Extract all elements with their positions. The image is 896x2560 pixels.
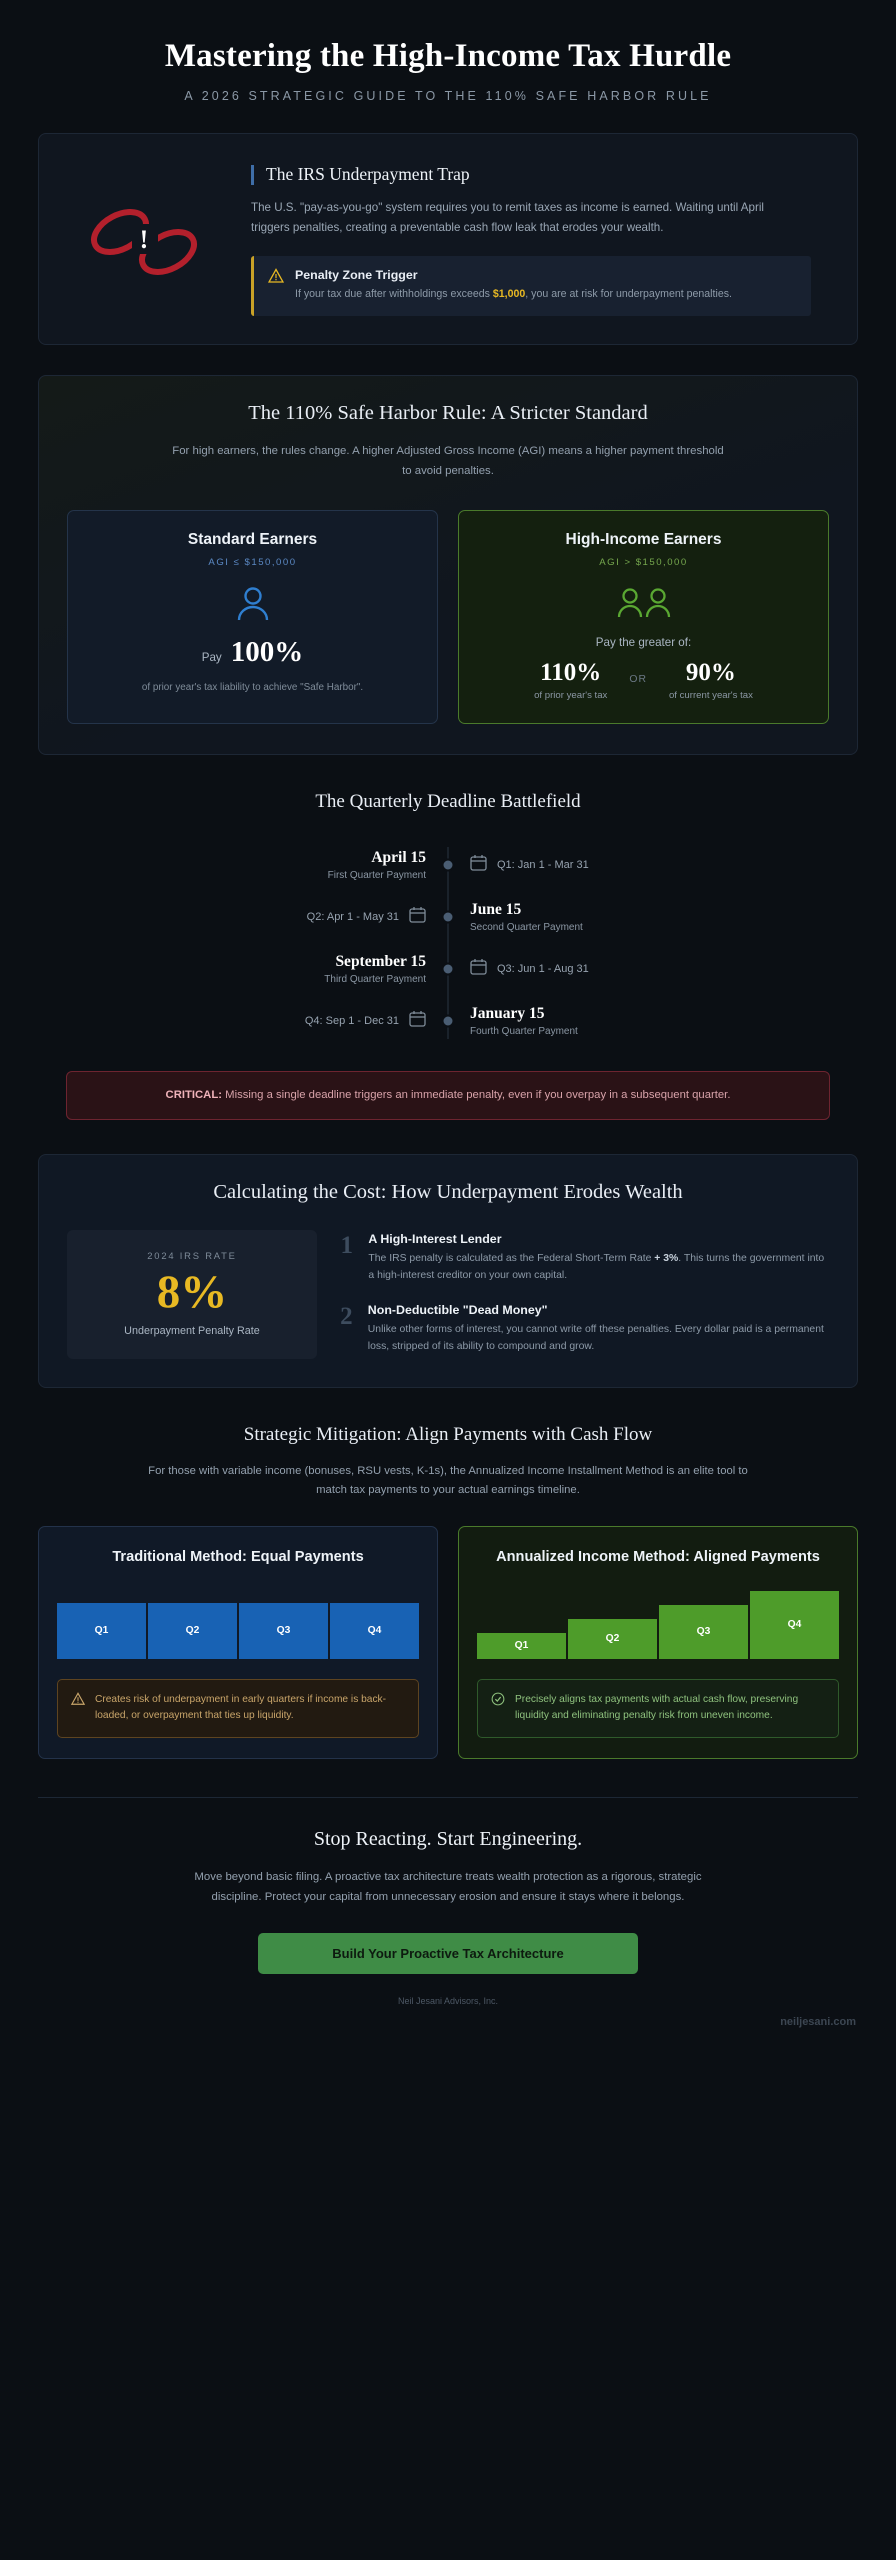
trap-heading-text: The IRS Underpayment Trap <box>266 164 470 184</box>
standard-pay-row <box>86 636 419 669</box>
penalty-text-before: If your tax due after withholdings exceeds <box>295 287 493 300</box>
annualized-method-title: Annualized Income Method: Aligned Payments <box>496 1549 820 1566</box>
penalty-title: Penalty Zone Trigger <box>295 267 418 282</box>
high-income-left-caption: of prior year's tax <box>534 689 608 701</box>
timeline-right-cell <box>448 901 858 933</box>
penalty-rate-box <box>67 1230 317 1359</box>
timeline-right-cell <box>448 1005 858 1037</box>
timeline-left-cell <box>38 953 448 985</box>
timeline-left-cell <box>38 906 448 928</box>
safe-harbor-lead: For high earners, the rules change. A higher Adjusted Gross Income (AGI) means a higher payment threshold to avoid penalties. <box>172 445 724 477</box>
critical-label: CRITICAL: <box>165 1088 223 1101</box>
penalty-rate-year: 2024 IRS RATE <box>147 1249 237 1261</box>
timeline-right-cell <box>448 854 858 876</box>
critical-warning-banner <box>66 1071 830 1120</box>
critical-text: Missing a single deadline triggers an immediate penalty, even if you overpay in a subsequent quarter. <box>222 1088 731 1101</box>
calendar-icon <box>470 958 487 980</box>
timeline-right-cell <box>448 958 858 980</box>
high-income-right-caption: of current year's tax <box>668 689 753 701</box>
brand-watermark: neiljesani.com <box>780 2016 856 2029</box>
cost-point-number: 1 <box>340 1232 353 1260</box>
bar-q1: Q1 <box>477 1633 566 1659</box>
traditional-method-title: Traditional Method: Equal Payments <box>112 1549 364 1566</box>
timeline-sub: Second Quarter Payment <box>470 921 583 933</box>
cost-body <box>67 1230 829 1359</box>
timeline-range: Q3: Jun 1 - Aug 31 <box>497 962 589 975</box>
group-people-icon <box>477 584 810 624</box>
cost-point-text <box>368 1251 829 1285</box>
standard-earners-panel <box>67 510 438 724</box>
mitigation-section <box>0 1424 896 1759</box>
high-income-title: High-Income Earners <box>565 530 722 548</box>
cta-body: Move beyond basic filing. A proactive tax architecture treats wealth protection as a rigorous, strategic discipline. Protect your capital from unnecessary erosion and ensure it stays where it belongs. <box>194 1870 702 1903</box>
bar-q4: Q4 <box>330 1603 419 1659</box>
timeline-range: Q4: Sep 1 - Dec 31 <box>304 1014 399 1027</box>
mitigation-columns <box>38 1526 858 1758</box>
high-income-values <box>477 659 810 701</box>
high-income-left-value: 110% <box>540 658 602 686</box>
cta-section <box>0 1798 896 2007</box>
cta-title: Stop Reacting. Start Engineering. <box>313 1827 583 1850</box>
cost-title: Calculating the Cost: How Underpayment Erodes Wealth <box>213 1180 683 1203</box>
timeline-row <box>38 891 858 943</box>
cost-point-emphasis: + 3% <box>654 1253 679 1265</box>
penalty-zone-callout <box>251 256 811 316</box>
page-header <box>0 0 896 133</box>
timeline-dot <box>442 910 455 923</box>
bar-q3: Q3 <box>239 1603 328 1659</box>
penalty-text <box>295 286 732 303</box>
standard-pay-label: Pay <box>201 650 222 664</box>
timeline-title: The Quarterly Deadline Battlefield <box>315 790 581 812</box>
high-income-left-value-block <box>534 659 607 701</box>
calendar-icon <box>409 906 426 928</box>
timeline-range: Q2: Apr 1 - May 31 <box>306 910 399 923</box>
trap-illustration <box>67 160 227 290</box>
high-income-earners-panel <box>458 510 829 724</box>
safe-harbor-columns <box>67 510 829 724</box>
high-income-agi: AGI > $150,000 <box>599 556 688 568</box>
traditional-bar-chart <box>57 1591 419 1659</box>
deadline-timeline-section <box>0 791 896 1120</box>
cost-point-text-before: The IRS penalty is calculated as the Federal Short-Term Rate <box>368 1253 655 1265</box>
annualized-method-note <box>477 1679 839 1738</box>
mitigation-title: Strategic Mitigation: Align Payments with Cash Flow <box>243 1423 653 1445</box>
penalty-rate-value: 8% <box>156 1265 228 1318</box>
mitigation-lead: For those with variable income (bonuses, RSU vests, K-1s), the Annualized Income Installment Method is an elite tool to match tax payments to your actual earnings timeline. <box>148 1464 748 1497</box>
high-income-or: OR <box>629 674 647 686</box>
safe-harbor-title: The 110% Safe Harbor Rule: A Stricter Standard <box>248 402 648 425</box>
timeline-row <box>38 943 858 995</box>
timeline-left-cell <box>38 849 448 881</box>
bar-q4: Q4 <box>750 1591 839 1659</box>
accent-bar <box>251 165 254 185</box>
safe-harbor-card <box>38 375 858 755</box>
bar-q3: Q3 <box>659 1605 748 1659</box>
trap-heading <box>251 164 829 185</box>
timeline-date: January 15 <box>470 1004 545 1022</box>
annualized-method-panel <box>458 1526 858 1758</box>
high-income-right-value-block <box>669 659 753 701</box>
standard-footnote: of prior year's tax liability to achieve "Safe Harbor". <box>141 681 364 693</box>
penalty-text-after: , you are at risk for underpayment penalties. <box>525 287 732 300</box>
build-tax-architecture-button[interactable]: Build Your Proactive Tax Architecture <box>258 1933 638 1974</box>
traditional-note-text: Creates risk of underpayment in early quarters if income is back-loaded, or overpayment that ties up liquidity. <box>95 1693 387 1722</box>
timeline-dot <box>442 962 455 975</box>
page-subtitle: A 2026 STRATEGIC GUIDE TO THE 110% SAFE HARBOR RULE <box>184 89 712 103</box>
broken-chain-icon <box>72 190 222 290</box>
cost-point-title: Non-Deductible "Dead Money" <box>367 1303 548 1318</box>
timeline-date: June 15 <box>470 900 522 918</box>
cost-point-number: 2 <box>340 1303 353 1331</box>
bar-q2: Q2 <box>148 1603 237 1659</box>
bar-q2: Q2 <box>568 1619 657 1659</box>
timeline-sub: Third Quarter Payment <box>324 973 426 985</box>
annualized-note-text: Precisely aligns tax payments with actual cash flow, preserving liquidity and eliminating penalty risk from uneven income. <box>515 1693 799 1722</box>
traditional-method-panel <box>38 1526 438 1758</box>
high-income-right-value: 90% <box>685 658 736 686</box>
cost-point-text: Unlike other forms of interest, you cannot write off these penalties. Every dollar paid is a permanent loss, stripped of its ability to compound and grow. <box>367 1324 824 1352</box>
timeline-sub: Fourth Quarter Payment <box>470 1025 578 1037</box>
traditional-method-note <box>57 1679 419 1738</box>
bar-q1: Q1 <box>57 1603 146 1659</box>
calendar-icon <box>470 854 487 876</box>
timeline-range: Q1: Jan 1 - Mar 31 <box>497 858 589 871</box>
standard-earners-title: Standard Earners <box>187 530 318 548</box>
timeline-row <box>38 995 858 1047</box>
penalty-amount: $1,000 <box>492 287 526 300</box>
cost-point-title: A High-Interest Lender <box>368 1232 502 1247</box>
penalty-rate-caption: Underpayment Penalty Rate <box>124 1324 260 1337</box>
timeline-sub: First Quarter Payment <box>327 869 426 881</box>
timeline-dot <box>442 1014 455 1027</box>
timeline-dot <box>442 858 455 871</box>
cost-calculation-card <box>38 1154 858 1388</box>
cost-points <box>339 1230 829 1359</box>
cost-point <box>339 1232 829 1285</box>
check-circle-icon <box>491 1692 505 1725</box>
trap-content <box>251 160 829 316</box>
page-title: Mastering the High-Income Tax Hurdle <box>164 38 732 74</box>
standard-pay-value: 100% <box>230 635 304 668</box>
single-person-icon <box>86 584 419 624</box>
trap-body-text: The U.S. "pay-as-you-go" system requires you to remit taxes as income is earned. Waiting until April triggers penalties, creating a preventable cash flow leak that erodes your wealth. <box>251 201 764 234</box>
cost-point-text-after: . This turns the government into a high-interest creditor on your own capital. <box>368 1253 825 1282</box>
irs-underpayment-trap-card <box>38 133 858 345</box>
timeline-left-cell <box>38 1010 448 1032</box>
warning-triangle-icon <box>71 1692 85 1725</box>
calendar-icon <box>409 1010 426 1032</box>
annualized-bar-chart <box>477 1591 839 1659</box>
timeline-row <box>38 839 858 891</box>
timeline <box>38 839 858 1047</box>
timeline-date: September 15 <box>335 952 426 970</box>
warning-triangle-icon <box>268 268 284 303</box>
timeline-date: April 15 <box>371 848 426 866</box>
high-income-pay-label: Pay the greater of: <box>595 635 692 649</box>
standard-earners-agi: AGI ≤ $150,000 <box>208 556 297 568</box>
svg-text:!: ! <box>139 225 149 254</box>
credit-line: Neil Jesani Advisors, Inc. <box>397 1996 499 2007</box>
cost-point <box>339 1303 829 1356</box>
